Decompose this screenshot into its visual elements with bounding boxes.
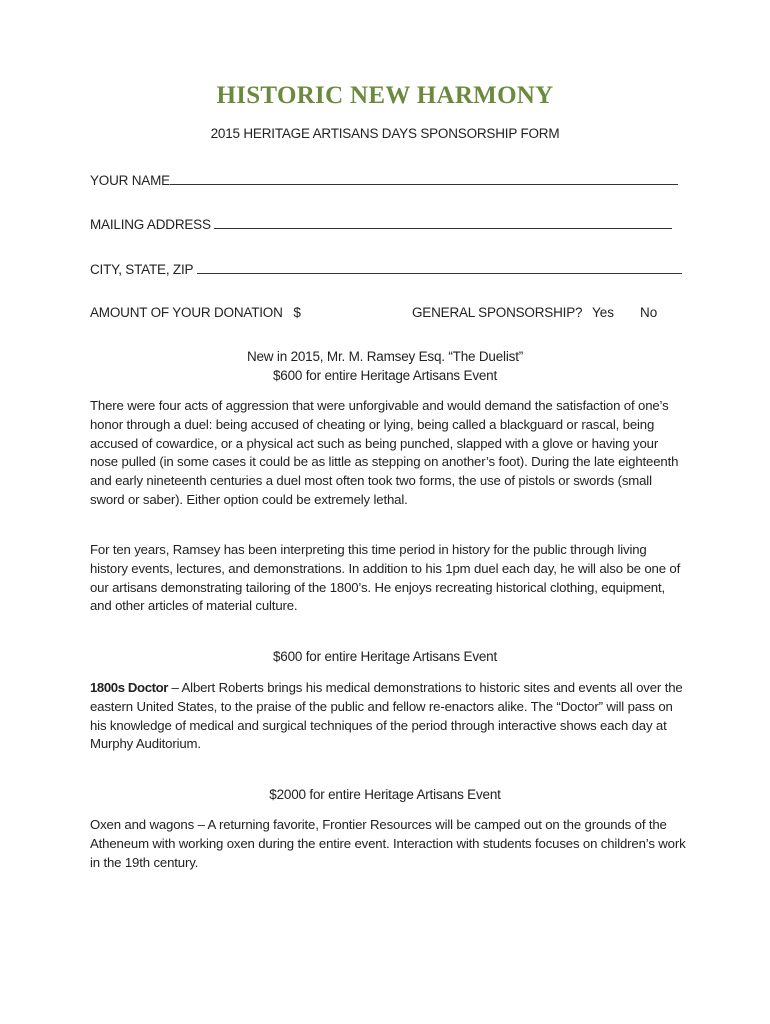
general-sponsorship-label: GENERAL SPONSORSHIP? [412, 305, 583, 320]
duelist-heading [0, 347, 770, 385]
page-title: HISTORIC NEW HARMONY [216, 82, 554, 109]
duelist-paragraph-2: For ten years, Ramsey has been interpreting this time period in history for the public through living history events, lectures, and demonstrations. In addition to his 1pm duel each day, he will also be one of our artisans demonstrating tailoring of the 1800’s. He enjoys recreating historical clothing, equipment, and other articles of material culture. [90, 542, 681, 614]
donation-field [90, 305, 301, 320]
address-field [90, 216, 672, 232]
name-input-line[interactable] [170, 172, 678, 185]
duelist-paragraph-1: There were four acts of aggression that were unforgivable and would demand the satisfaction of one’s honor through a duel: being accused of cheating or lying, being called a blackguard or rascal, being accused of cowardice, or a physical act such as being punched, slapped with a glove or having your nose pulled (in some cases it could be as little as stepping on another’s foot). During the late eighteenth and early nineteenth centuries a duel most often took two forms, the use of pistols or swords (small sword or saber). Either option could be extremely lethal. [90, 398, 679, 507]
address-input-line[interactable] [214, 216, 672, 229]
doctor-heading: $600 for entire Heritage Artisans Event [272, 649, 498, 664]
oxen-heading: $2000 for entire Heritage Artisans Event [269, 787, 501, 802]
name-field [90, 172, 678, 188]
address-label: MAILING ADDRESS [90, 217, 211, 232]
donation-prefix: $ [293, 305, 301, 320]
donation-label: AMOUNT OF YOUR DONATION [90, 305, 283, 320]
city-label: CITY, STATE, ZIP [90, 262, 194, 277]
duelist-heading-line2: $600 for entire Heritage Artisans Event [272, 368, 498, 383]
duelist-heading-line1: New in 2015, Mr. M. Ramsey Esq. “The Duelist” [246, 349, 524, 364]
form-subtitle: 2015 HERITAGE ARTISANS DAYS SPONSORSHIP FORM [210, 126, 560, 141]
city-input-line[interactable] [197, 261, 682, 274]
no-option[interactable]: No [640, 305, 658, 320]
oxen-paragraph: Oxen and wagons – A returning favorite, Frontier Resources will be camped out on the grounds of the Atheneum with working oxen during the entire event. Interaction with students focuses on children’s work in the 19th century. [90, 817, 686, 870]
doctor-lead: 1800s Doctor [90, 680, 169, 695]
city-field [90, 261, 682, 277]
yes-option[interactable]: Yes [592, 305, 615, 320]
doctor-paragraph [90, 679, 686, 754]
name-label: YOUR NAME [90, 173, 170, 188]
doctor-text: – Albert Roberts brings his medical demonstrations to historic sites and events all over the eastern United States, to the praise of the public and fellow re-enactors alike. The “Doctor” will pass on his knowledge of medical and surgical techniques of the period through interactive shows each day at Murphy Auditorium. [90, 680, 683, 752]
